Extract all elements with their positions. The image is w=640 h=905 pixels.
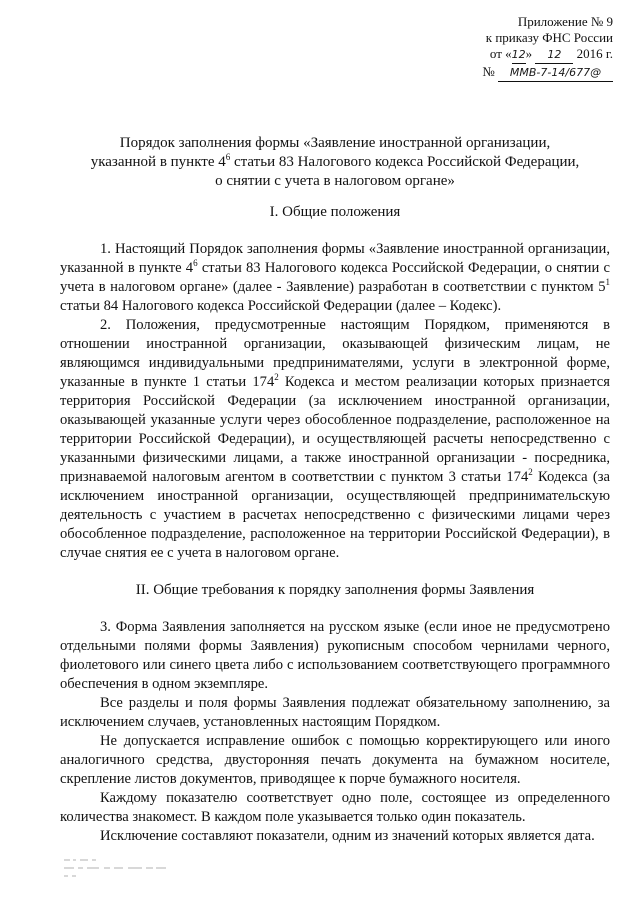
p2-superscript-2: 2 [528, 467, 533, 478]
appendix-number [448, 64, 613, 82]
p1-text-a: 1. Настоящий Порядок заполнения формы «Заявление иностранной организации, указанной в пункте 4 [60, 241, 610, 276]
appendix-block [448, 14, 613, 82]
handwritten-day: 12 [512, 47, 526, 64]
section-2-heading: II. Общие требования к порядку заполнения формы Заявления [135, 582, 535, 598]
p2-text-b: Кодекса и местом реализации которых признается территория Российской Федерации (за исключением иностранной организации, оказывающей указанные услуги через обособленное подразделение, расположенное на территории Российской Федерации), и осуществляющей расчеты непосредственно с указанными физическими лицами, а также иностранной организации - посредника, признаваемой налоговым агентом в соответствии с пунктом 3 статьи 174 [60, 374, 610, 485]
p2-text-c: Кодекса (за исключением иностранной организации, осуществляющей предпринимательскую деятельность с участием в расчетах непосредственно с физическими лицами через обособленное подразделение, расположенное на территории Российской Федерации), в случае снятия ее с учета в налоговом органе. [60, 469, 611, 561]
date-prefix: от « [489, 46, 512, 61]
faint-scan-mark [64, 855, 174, 883]
title-superscript: 6 [225, 152, 231, 162]
title-line-2-rest: статьи 83 Налогового кодекса Российской Федерации, [230, 154, 580, 170]
title-line-1: Порядок заполнения формы «Заявление иностранной организации, [119, 135, 551, 151]
appendix-label: Приложение № 9 [517, 14, 613, 29]
p1-text-b: статьи 83 Налогового кодекса Российской Федерации, о снятии с учета в налоговом органе» (далее - Заявление) разработан в соответствии с пунктом 5 [60, 260, 610, 295]
p2-superscript-1: 2 [274, 372, 279, 383]
paragraph-5: Не допускается исправление ошибок с помощью корректирующего или иного аналогичного средства, двусторонняя печать документа на бумажном носителе, скрепление листов документов, приводящее к порче бумажного носителя. [60, 733, 610, 787]
p1-superscript-1: 6 [193, 258, 198, 269]
date-year: 2016 г. [576, 46, 613, 61]
paragraph-3: 3. Форма Заявления заполняется на русском языке (если иное не предусмотрено отдельными полями формы Заявления) рукописным способом чернилами черного, фиолетового или синего цвета либо с использованием соответствующего программного обеспечения в одном экземпляре. [60, 619, 610, 692]
appendix-date [448, 46, 613, 64]
number-prefix: № [482, 64, 495, 79]
p2-text-a: 2. Положения, предусмотренные настоящим Порядком, применяются в отношении иностранной организации, оказывающей физическим лицам, не являющимся индивидуальными предпринимателями, услуги в электронной форме, указанные в пункте 1 статьи 174 [60, 317, 610, 390]
p1-text-c: статьи 84 Налогового кодекса Российской Федерации (далее – Кодекс). [60, 298, 502, 314]
p1-superscript-2: 1 [605, 277, 610, 288]
section-2-body [60, 618, 610, 846]
title-line-3: о снятии с учета в налоговом органе» [215, 173, 455, 189]
handwritten-order-number: ММВ-7-14/677@ [498, 65, 613, 82]
paragraph-4: Все разделы и поля формы Заявления подлежат обязательному заполнению, за исключением случаев, установленных настоящим Порядком. [60, 695, 610, 730]
handwritten-month: 12 [535, 47, 573, 64]
document-title [60, 134, 610, 191]
scan-artifact-graphic [64, 855, 174, 883]
paragraph-6: Каждому показателю соответствует одно поле, состоящее из определенного количества знакомест. В каждом поле указывается только один показатель. [60, 790, 610, 825]
section-1-body [60, 240, 610, 563]
date-mid: » [525, 46, 533, 61]
title-line-2 [60, 153, 610, 172]
paragraph-1 [60, 240, 610, 316]
title-line-2-text: указанной в пункте 4 [90, 154, 226, 170]
appendix-order-ref: к приказу ФНС России [485, 30, 613, 45]
paragraph-7: Исключение составляют показатели, одним из значений которых является дата. [100, 828, 595, 844]
section-1-heading: I. Общие положения [269, 204, 401, 220]
paragraph-2 [60, 316, 610, 563]
